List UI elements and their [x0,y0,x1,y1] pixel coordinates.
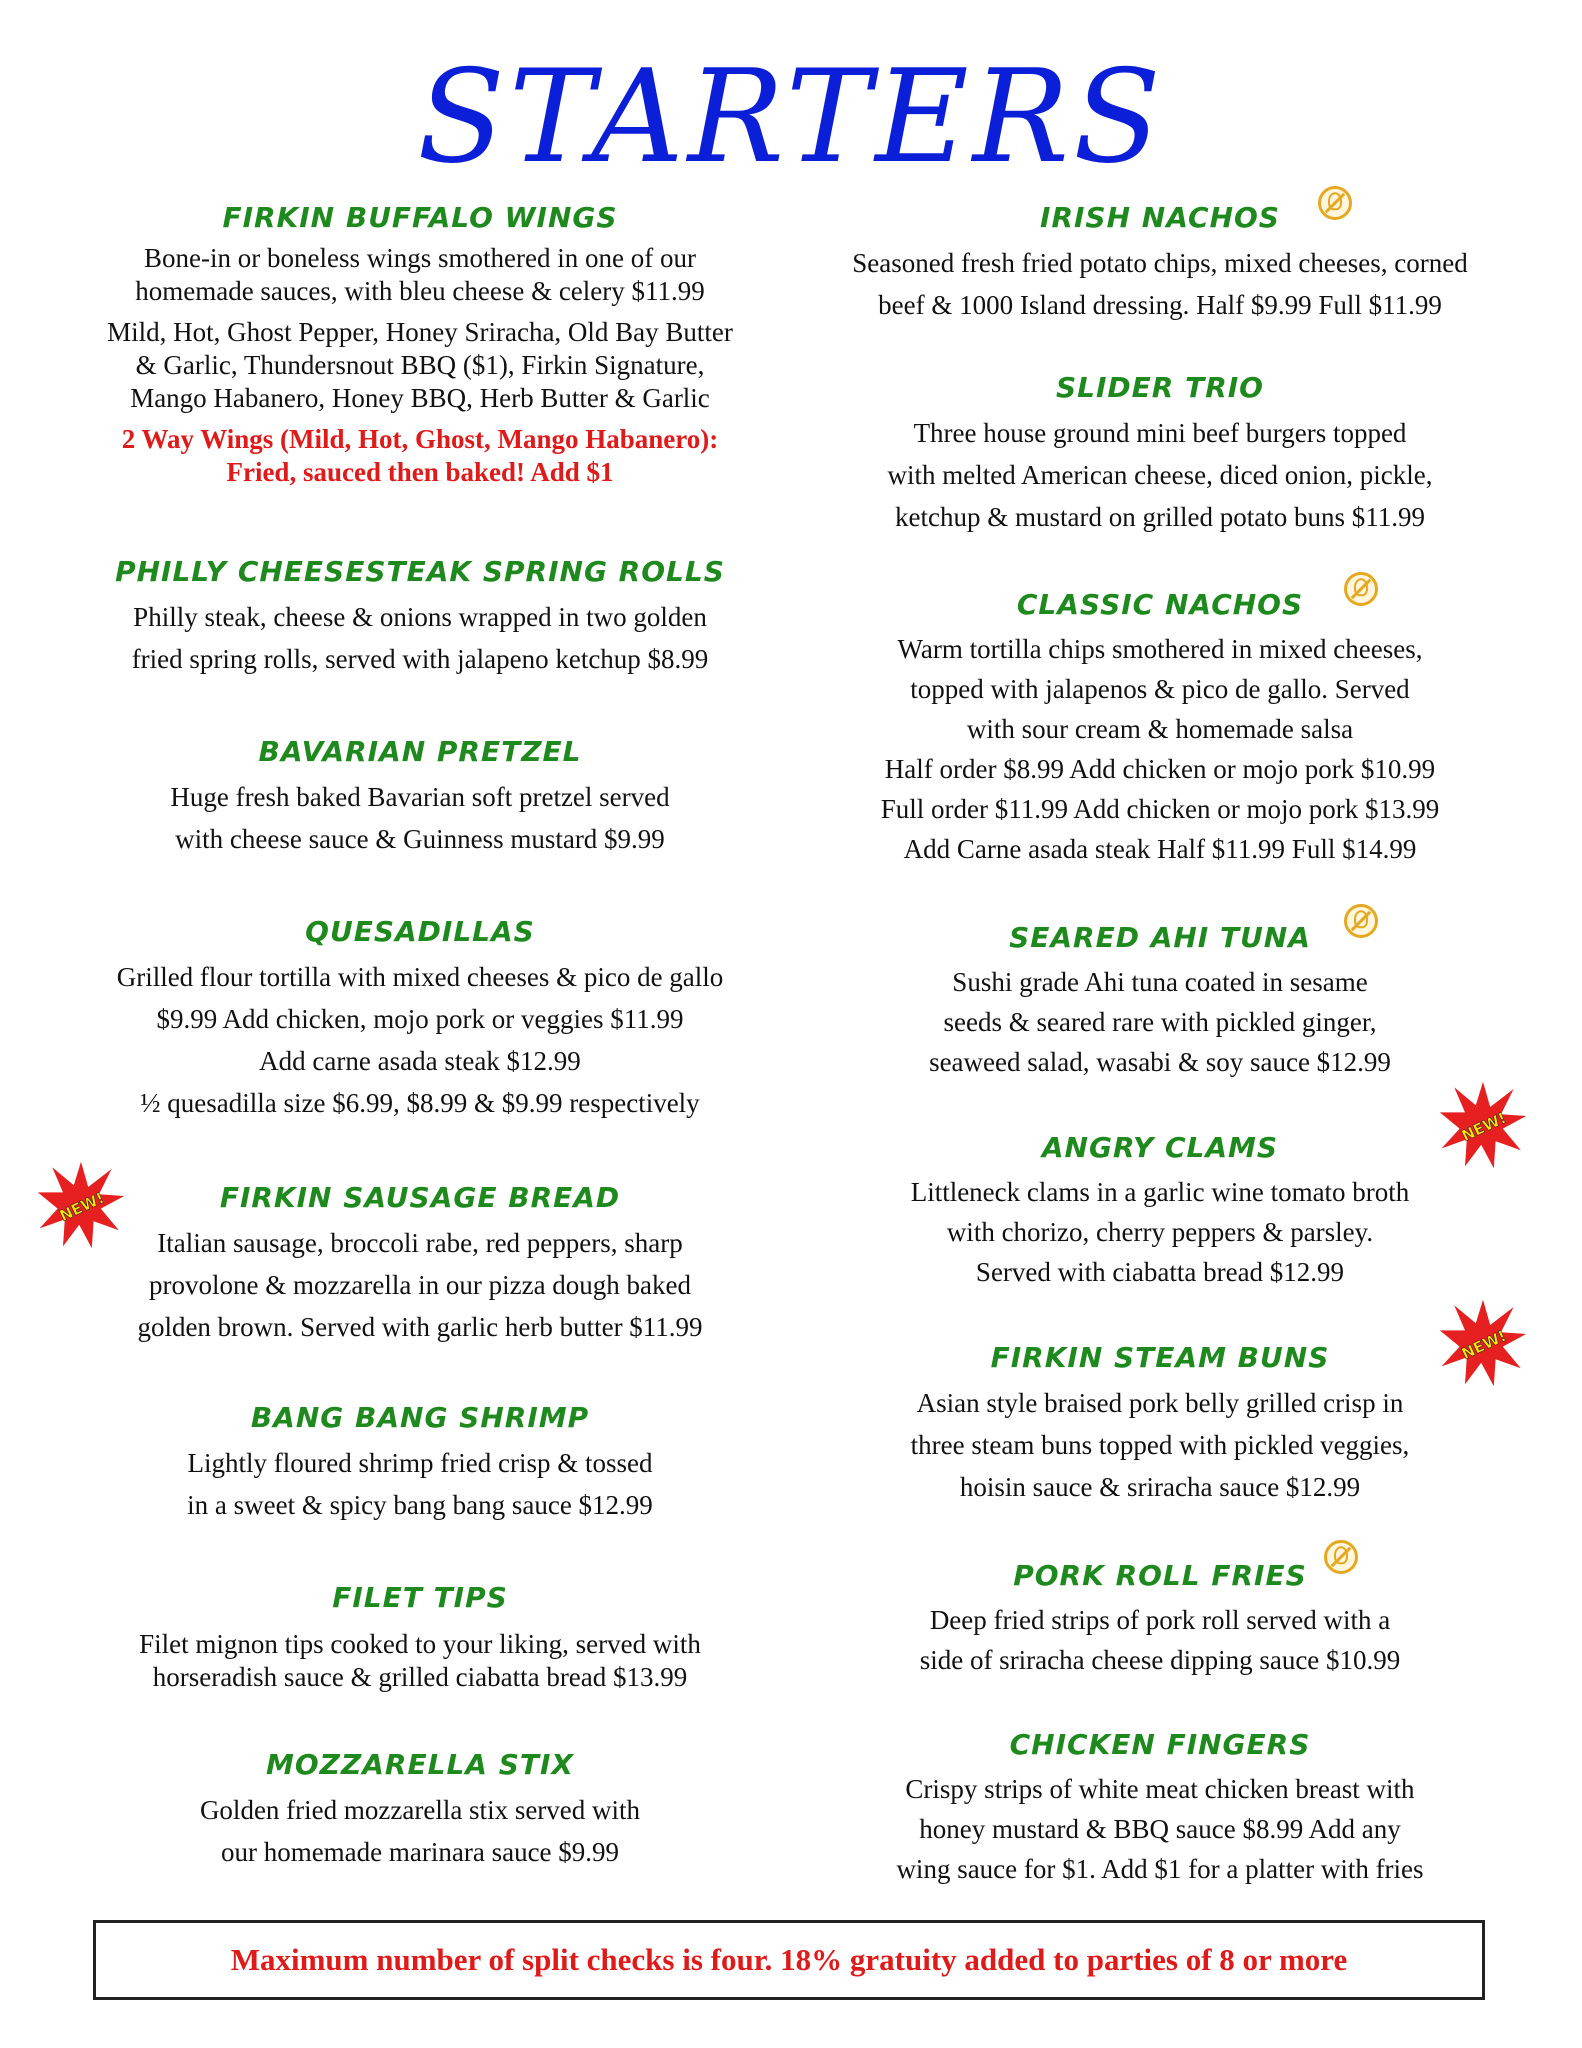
menu-item-bang-bang-shrimp [80,1398,760,1526]
item-name: BANG BANG SHRIMP [250,1401,590,1434]
gluten-free-icon [1318,186,1352,220]
two-way-wings-note: 2 Way Wings (Mild, Hot, Ghost, Mango Habanero): Fried, sauced then baked! Add $1 [121,424,719,487]
item-name: SEARED AHI TUNA [1009,921,1311,954]
menu-item-filet-tips [80,1578,760,1694]
menu-item-seared-ahi-tuna [810,918,1510,1082]
gluten-free-icon [1344,904,1378,938]
item-description: Asian style braised pork belly grilled crisp in three steam buns topped with pickled veggies, hoisin sauce & sriracha sauce $12.99 [910,1388,1410,1502]
menu-item-chicken-fingers [810,1725,1510,1889]
item-name: PORK ROLL FRIES [1013,1559,1307,1592]
new-badge-text: NEW! [1458,1326,1510,1364]
new-badge-text: NEW! [1458,1108,1510,1146]
item-name: SLIDER TRIO [1056,371,1264,404]
item-description: Deep fried strips of pork roll served with a side of sriracha cheese dipping sauce $10.99 [919,1605,1401,1675]
item-name: CLASSIC NACHOS [1016,588,1304,621]
item-description: Huge fresh baked Bavarian soft pretzel served with cheese sauce & Guinness mustard $9.99 [170,782,670,854]
menu-item-classic-nachos [810,585,1510,869]
item-description: Three house ground mini beef burgers topped with melted American cheese, diced onion, pickle, ketchup & mustard on grilled potato buns $11.99 [887,418,1433,532]
item-name: IRISH NACHOS [1040,201,1280,234]
item-description: Lightly floured shrimp fried crisp & tossed in a sweet & spicy bang bang sauce $12.99 [187,1448,653,1520]
menu-item-philly-cheesesteak-spring-rolls [80,552,760,680]
menu-item-angry-clams [810,1128,1510,1292]
menu-item-firkin-buffalo-wings [80,198,760,489]
item-name: FIRKIN STEAM BUNS [990,1341,1330,1374]
item-name: BAVARIAN PRETZEL [258,735,582,768]
item-name: CHICKEN FINGERS [1009,1728,1311,1761]
item-name: PHILLY CHEESESTEAK SPRING ROLLS [115,555,725,588]
new-starburst-icon [36,1160,126,1250]
menu-item-firkin-sausage-bread [80,1178,760,1348]
page-title: STARTERS [417,43,1165,192]
menu-item-quesadillas [80,912,760,1124]
gluten-free-icon [1324,1540,1358,1574]
item-description: Sushi grade Ahi tuna coated in sesame seeds & seared rare with pickled ginger, seaweed salad, wasabi & soy sauce $12.99 [929,967,1391,1077]
item-description: Italian sausage, broccoli rabe, red peppers, sharp provolone & mozzarella in our pizza dough baked golden brown. Served with garlic herb butter $11.99 [137,1228,703,1342]
menu-item-pork-roll-fries [810,1556,1510,1680]
item-description: Philly steak, cheese & onions wrapped in two golden fried spring rolls, served with jalapeno ketchup $8.99 [131,602,709,674]
item-description: Bone-in or boneless wings smothered in one of our homemade sauces, with bleu cheese & celery $11.99 [135,243,705,306]
item-description: Grilled flour tortilla with mixed cheeses & pico de gallo $9.99 Add chicken, mojo pork or veggies $11.99 Add carne asada steak $12.99 ½ quesadilla size $6.99, $8.99 & $9.99 respectively [116,962,724,1118]
item-description: Warm tortilla chips smothered in mixed cheeses, topped with jalapenos & pico de gallo. Served with sour cream & homemade salsa Half order $8.99 Add chicken or mojo pork $10.99 Full order $11.99 Add chicken or mojo pork $13.99 Add Carne asada steak Half $11.99 Full $14.99 [880,634,1440,864]
new-badge-text: NEW! [56,1188,108,1226]
menu-item-mozzarella-stix [80,1745,760,1873]
item-name: MOZZARELLA STIX [265,1748,574,1781]
menu-item-slider-trio [810,368,1510,538]
new-starburst-icon [1438,1080,1528,1170]
item-description: Littleneck clams in a garlic wine tomato broth with chorizo, cherry peppers & parsley. Served with ciabatta bread $12.99 [910,1177,1410,1287]
item-description: Filet mignon tips cooked to your liking, served with horseradish sauce & grilled ciabatta bread $13.99 [139,1629,701,1692]
split-checks-notice: Maximum number of split checks is four. 18% gratuity added to parties of 8 or more [93,1920,1485,2000]
gluten-free-icon [1344,572,1378,606]
item-name: ANGRY CLAMS [1041,1131,1279,1164]
item-description: Crispy strips of white meat chicken breast with honey mustard & BBQ sauce $8.99 Add any wing sauce for $1. Add $1 for a platter with fries [896,1774,1424,1884]
item-name: FIRKIN SAUSAGE BREAD [219,1181,621,1214]
menu-item-bavarian-pretzel [80,732,760,860]
new-starburst-icon [1438,1298,1528,1388]
menu-item-irish-nachos [810,198,1510,326]
item-description: Golden fried mozzarella stix served with our homemade marinara sauce $9.99 [199,1795,641,1867]
item-name: FILET TIPS [332,1581,508,1614]
item-description: Seasoned fresh fried potato chips, mixed cheeses, corned beef & 1000 Island dressing. Half $9.99 Full $11.99 [852,248,1468,320]
sauce-list: Mild, Hot, Ghost Pepper, Honey Sriracha, Old Bay Butter & Garlic, Thundersnout BBQ ($1), Firkin Signature, Mango Habanero, Honey BBQ, Herb Butter & Garlic [107,317,733,413]
item-name: FIRKIN BUFFALO WINGS [222,201,618,234]
menu-item-firkin-steam-buns [810,1338,1510,1508]
item-name: QUESADILLAS [305,915,535,948]
